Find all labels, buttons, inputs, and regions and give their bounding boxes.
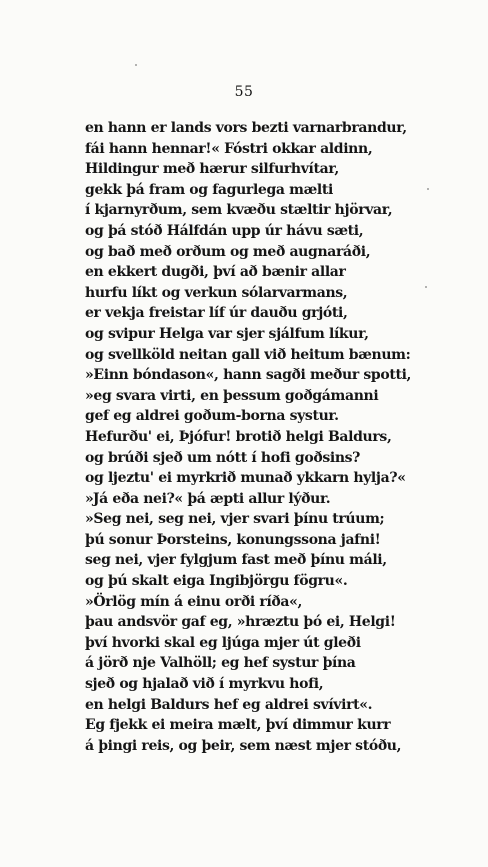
text-line: »Einn bóndason«, hann sagði meður spotti,: [85, 367, 412, 384]
text-line: þú sonur Þorsteins, konungssona jafni!: [85, 531, 381, 548]
text-line: þau andsvör gaf eg, »hræztu þó ei, Helgi!: [85, 614, 396, 631]
text-line: Hildingur með hærur silfurhvítar,: [85, 161, 339, 178]
text-line: Eg fjekk ei meira mælt, því dimmur kurr: [85, 717, 391, 734]
page-number: 55: [234, 84, 254, 100]
text-line: á þingi reis, og þeir, sem næst mjer stóðu,: [85, 737, 402, 754]
text-line: og svipur Helga var sjer sjálfum líkur,: [85, 325, 369, 342]
text-line: sjeð og hjalað við í myrkvu hofi,: [85, 676, 324, 693]
text-line: seg nei, vjer fylgjum fast með þínu máli,: [85, 552, 387, 569]
text-line: gekk þá fram og fagurlega mælti: [85, 181, 333, 198]
text-line: »eg svara virti, en þessum goðgámanni: [85, 387, 379, 404]
text-line: og þá stóð Hálfdán upp úr hávu sæti,: [85, 222, 364, 239]
text-line: »Seg nei, seg nei, vjer svari þínu trúum;: [85, 511, 385, 528]
text-line: er vekja freistar líf úr dauðu grjóti,: [85, 305, 348, 322]
text-line: því hvorki skal eg ljúga mjer út gleði: [85, 634, 361, 651]
print-speck: [135, 64, 137, 66]
text-line: í kjarnyrðum, sem kvæðu stæltir hjörvar,: [85, 202, 393, 219]
text-line: en hann er lands vors bezti varnarbrandur,: [85, 120, 407, 136]
text-line: og ljeztu' ei myrkrið munað ykkarn hylja?«: [85, 470, 406, 487]
print-speck: [425, 286, 427, 288]
print-speck: [427, 188, 429, 190]
text-line: og brúði sjeð um nótt í hofi goðsins?: [85, 449, 361, 466]
text-line: »Örlög mín á einu orði ríða«,: [85, 593, 303, 610]
text-line: á jörð nje Valhöll; eg hef systur þína: [85, 655, 356, 672]
text-line: gef eg aldrei goðum-borna systur.: [85, 408, 339, 425]
text-line: Hefurðu' ei, Þjófur! brotið helgi Baldurs,: [85, 428, 392, 445]
text-line: hurfu líkt og verkun sólarvarmans,: [85, 284, 348, 301]
text-line: og bað með orðum og með augnaráði,: [85, 243, 371, 260]
text-line: en ekkert dugði, því að bænir allar: [85, 264, 346, 281]
text-line: og þú skalt eiga Ingibjörgu fögru«.: [85, 573, 348, 590]
text-line: og svellköld neitan gall við heitum bænum:: [85, 346, 411, 363]
text-line: »Já eða nei?« þá æpti allur lýður.: [85, 490, 331, 507]
text-line: en helgi Baldurs hef eg aldrei svívirt«.: [85, 696, 373, 713]
text-line: fái hann hennar!« Fóstri okkar aldinn,: [85, 140, 373, 157]
poem-text: [85, 118, 415, 756]
